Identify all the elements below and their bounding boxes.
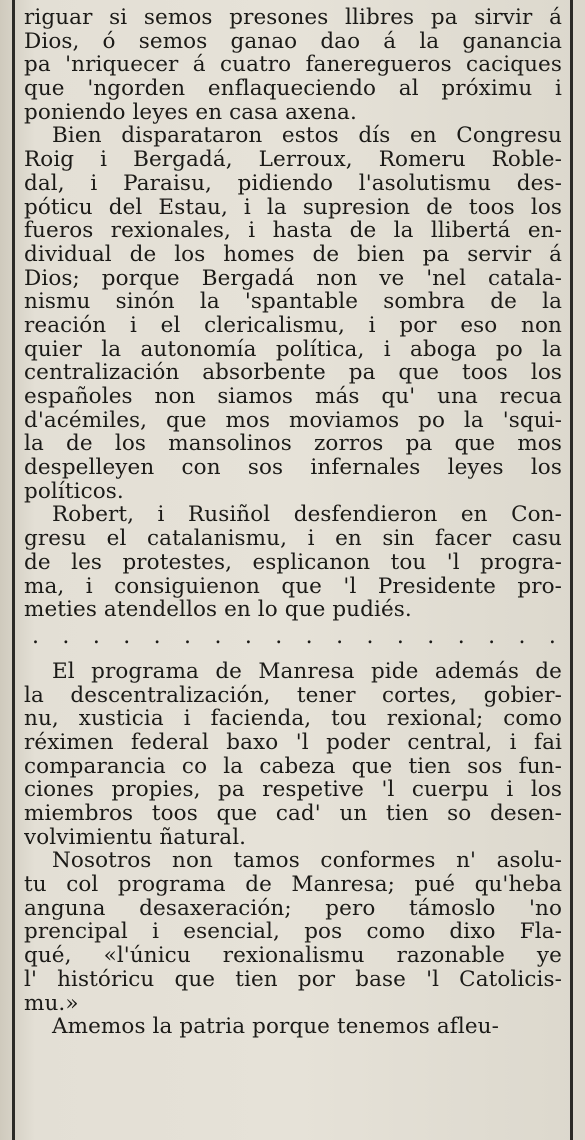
paragraph [24,849,562,1015]
text-line: qué, «l'únicu rexionalismu razonable ye [24,944,562,968]
text-line: fueros rexionales, i hasta de la llibertá en- [24,219,562,243]
text-line: Robert, i Rusiñol desfendieron en Con- [52,503,562,528]
text-line: Nosotros non tamos conformes n' asolu- [52,849,562,874]
separator-dot: . [184,624,192,650]
text-line: gresu el catalanismu, i en sin facer casu [24,527,562,551]
text-line: Dios; porque Bergadá non ve 'nel catala- [24,266,562,291]
text-line: la de los mansolinos zorros pa que mos [24,432,562,457]
separator-dot: . [548,624,556,650]
text-line: Roig i Bergadá, Lerroux, Romeru Roble- [24,148,562,172]
text-line: El programa de Manresa pide además de [52,659,562,684]
separator-dot: . [153,624,161,650]
text-line: reación i el clericalismu, i por eso non [24,313,562,338]
text-line: d'acémiles, que mos moviamos po la 'squi- [24,408,562,433]
text-line: de les protestes, esplicanon tou 'l progra- [24,550,562,575]
text-line: Bien disparataron estos dís en Congresu [52,124,562,149]
separator-dot: . [92,624,100,650]
text-line: réximen federal baxo 'l poder central, i fai [24,730,562,755]
separator-dot: . [275,624,283,650]
separator-dot: . [366,624,374,650]
separator-gap [24,652,562,660]
text-line: Amemos la patria porque tenemos afleu- [52,1015,499,1039]
separator-dot: . [427,624,435,650]
article-body-lower [24,660,562,1039]
column-rule-right [570,0,573,1140]
article-column [24,6,562,1039]
separator-dot: . [32,624,40,650]
separator-dot: . [457,624,465,650]
separator-dot: . [305,624,313,650]
text-line: tu col programa de Manresa; pué qu'heba [24,873,562,897]
text-line: comparancia co la cabeza que tien sos fun- [24,754,562,779]
paragraph [24,1015,562,1039]
paragraph [24,660,562,850]
text-line: Dios, ó semos ganao dao á la ganancia [24,29,562,54]
text-line: póticu del Estau, i la supresion de toos los [24,195,562,220]
text-line: despelleyen con sos infernales leyes los [24,456,562,480]
text-line: meties atendellos en lo que pudiés. [24,598,412,622]
text-line: ma, i consiguienon que 'l Presidente pro- [24,574,562,599]
text-line: dividual de los homes de bien pa servir á [24,242,562,267]
text-line: mu.» [24,991,79,1016]
paragraph [24,6,562,124]
separator-dot: . [488,624,496,650]
text-line: que 'ngorden enflaqueciendo al próximu i [24,77,562,101]
paragraph [24,124,562,503]
separator-dot: . [214,624,222,650]
text-line: ciones propies, pa respetive 'l cuerpu i los [24,778,562,802]
section-separator [24,622,562,652]
text-line: quier la autonomía política, i aboga po la [24,337,562,362]
separator-dot: . [336,624,344,650]
text-line: españoles non siamos más qu' una recua [24,385,562,409]
text-line: la descentralización, tener cortes, gobier- [24,683,562,708]
separator-dot: . [244,624,252,650]
text-line: políticos. [24,479,124,504]
text-line: volvimientu ñatural. [24,825,247,850]
article-body-upper [24,6,562,622]
text-line: anguna desaxeración; pero támoslo 'no [24,896,562,921]
text-line: miembros toos que cad' un tien so desen- [24,802,562,826]
text-line: riguar si semos presones llibres pa sirvir á [24,6,562,30]
text-line: pa 'nriquecer á cuatro faneregueros caciques [24,53,562,78]
text-line: l' históricu que tien por base 'l Catolicis- [24,967,562,992]
text-line: nu, xusticia i facienda, tou rexional; como [24,707,562,731]
text-line: nismu sinón la 'spantable sombra de la [24,290,562,314]
column-rule-left [12,0,15,1140]
text-line: prencipal i esencial, pos como dixo Fla- [24,920,562,945]
text-line: dal, i Paraisu, pidiendo l'asolutismu des- [24,171,562,196]
separator-dot: . [396,624,404,650]
separator-dot: . [123,624,131,650]
paragraph [24,503,562,621]
separator-dot: . [518,624,526,650]
separator-dot: . [62,624,70,650]
text-line: poniendo leyes en casa axena. [24,100,357,125]
text-line: centralización absorbente pa que toos los [24,361,562,385]
